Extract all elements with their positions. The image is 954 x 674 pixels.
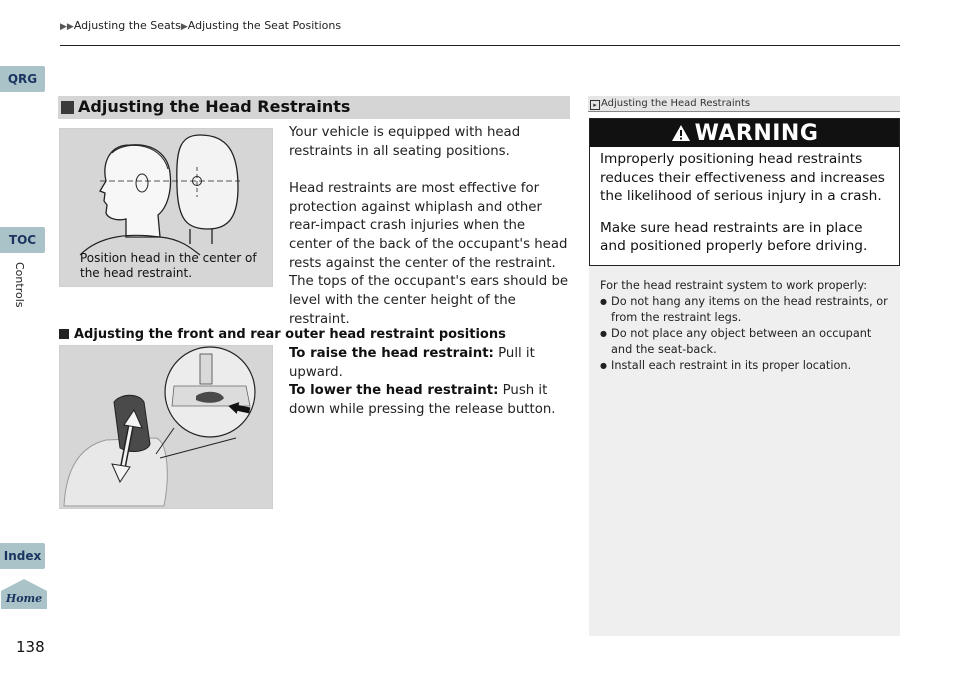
breadcrumb-arrow-icon: ▶▶	[60, 22, 74, 32]
note-item: ● Do not place any object between an occupant and the seat-back.	[600, 326, 892, 358]
home-icon	[0, 578, 48, 610]
lower-label: To lower the head restraint:	[289, 383, 499, 399]
heading-square-icon	[61, 101, 74, 114]
warning-paragraph: Improperly positioning head restraints reduces their effectiveness and increases the likelihood of serious injury in a crash.	[600, 151, 885, 205]
notes-intro: For the head restraint system to work properly:	[600, 279, 868, 292]
reference-arrow-icon: ▸	[590, 100, 600, 110]
breadcrumb-current: Adjusting the Seat Positions	[187, 19, 342, 32]
subheading-square-icon	[59, 329, 69, 339]
breadcrumb-link-seats[interactable]: Adjusting the Seats	[73, 19, 181, 32]
warning-title: WARNING	[694, 120, 819, 146]
lower-text: Push it down while pressing the release button.	[289, 383, 556, 418]
raise-text: Pull it upward.	[289, 346, 535, 380]
note-item: ● Do not hang any items on the head restraints, or from the restraint legs.	[600, 294, 892, 326]
subheading	[59, 327, 506, 342]
sidebar-reference-title: Adjusting the Head Restraints	[601, 98, 751, 109]
raise-label: To raise the head restraint:	[289, 346, 494, 361]
toc-tab[interactable]: TOC	[0, 227, 45, 253]
figure-caption: Position head in the center of the head restraint.	[80, 251, 257, 280]
warning-header	[590, 119, 899, 147]
page-number: 138	[16, 638, 45, 656]
section-side-label: Controls	[13, 262, 26, 308]
index-tab[interactable]: Index	[0, 543, 45, 569]
home-button[interactable]	[0, 578, 48, 610]
note-item: ● Install each restraint in its proper location.	[600, 358, 892, 374]
adjust-restraint-illustration	[60, 346, 272, 508]
warning-box	[589, 118, 900, 266]
warning-body	[600, 150, 892, 269]
subheading-text: Adjusting the front and rear outer head restraint positions	[74, 327, 506, 342]
adjust-restraint-figure	[59, 345, 273, 509]
home-label: Home	[5, 592, 43, 605]
intro-paragraph: Head restraints are most effective for protection against whiplash and other rear-impact crash injuries when the center of the back of the occupant's head rests against the center of the restraint. The tops of the occupant's ears should be level with the center height of the restraint.	[289, 180, 569, 327]
warning-triangle-icon	[671, 124, 691, 142]
sidebar-reference-bar	[588, 96, 900, 112]
section-title: Adjusting the Head Restraints	[78, 97, 351, 116]
adjust-instructions	[289, 345, 571, 420]
breadcrumb-arrow-icon: ▶	[180, 22, 188, 32]
warning-paragraph: Make sure head restraints are in place and positioned properly before driving.	[600, 219, 868, 255]
notes-panel	[589, 266, 900, 636]
qrg-tab[interactable]: QRG	[0, 66, 45, 92]
intro-text	[289, 124, 571, 348]
header-divider	[60, 45, 900, 46]
breadcrumb	[60, 19, 341, 32]
notes-list	[600, 278, 892, 374]
section-heading-bar	[58, 96, 570, 119]
head-position-figure	[59, 128, 273, 287]
intro-paragraph: Your vehicle is equipped with head restraints in all seating positions.	[289, 125, 521, 159]
